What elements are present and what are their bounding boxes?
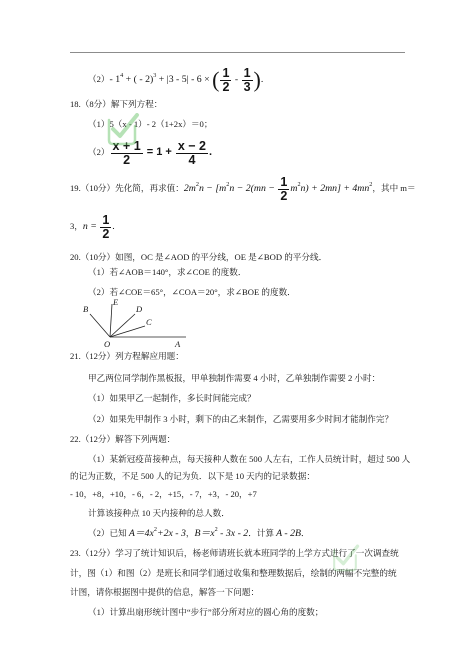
q22-records: - 10，+8，+10，- 6，- 2，+15，- 7，+3，- 20，+7 xyxy=(70,489,257,499)
exponent: 2 xyxy=(226,181,230,188)
fraction xyxy=(176,140,208,166)
watermark-logo xyxy=(330,540,360,574)
instruction-text: ．计算 xyxy=(248,528,277,538)
q21-part2: （2）如果先甲制作 3 小时，剩下的由乙来制作，乙需要用多少时间才能制作完？ xyxy=(88,414,394,424)
equation-middle: = 1 + xyxy=(143,146,175,158)
q19-tail: ，其中 m＝ xyxy=(372,183,416,193)
expr-term: A＝4x xyxy=(128,528,154,539)
denominator: 2 xyxy=(123,152,131,167)
exponent: 2 xyxy=(153,526,157,533)
part-label: （2） xyxy=(88,74,110,84)
q20-title: 20.（10分）如图，OC 是∠AOD 的平分线，OE 是∠BOD 的平分线． xyxy=(70,252,328,262)
expr-term: - 3x - 2 xyxy=(217,528,249,539)
q21-part1: （1）如果甲乙一起制作，多长时间能完成？ xyxy=(88,393,256,403)
expr-term: + ( - 2) xyxy=(123,74,154,85)
fraction xyxy=(242,67,253,93)
numerator: x + 1 xyxy=(112,139,141,154)
expr-term: - 1 xyxy=(109,74,121,85)
exponent: 2 xyxy=(195,181,199,188)
q23-line2: 计，图（1）和图（2）是班长和同学们通过收集和整理数据后，绘制的两幅不完整的统 xyxy=(70,568,397,578)
q23-line1: 23.（12分）学习了统计知识后，杨老师请班长就本班同学的上学方式进行了一次调查统 xyxy=(70,548,399,558)
label-o: O xyxy=(104,339,111,349)
denominator: 2 xyxy=(222,79,230,94)
ray-oc xyxy=(110,326,145,337)
exponent: 2 xyxy=(369,181,373,188)
label-e: E xyxy=(113,297,119,307)
q18-title: 18.（8分）解下列方程： xyxy=(70,99,163,109)
exponent: 3 xyxy=(153,72,157,79)
value-m: 3， xyxy=(70,221,83,231)
ray-ob xyxy=(90,314,110,337)
denominator: 4 xyxy=(188,152,196,167)
numerator: 1 xyxy=(280,175,288,190)
label-a: A xyxy=(175,339,181,349)
watermark-logo xyxy=(104,108,140,148)
denominator: 3 xyxy=(243,79,251,94)
expr-term: B＝x xyxy=(194,528,215,539)
q18-part1: （1）5（x - 1）- 2（1+2x）＝0； xyxy=(88,119,213,129)
expr-term: 2m xyxy=(183,183,196,194)
denominator: 2 xyxy=(280,188,288,203)
fraction xyxy=(278,176,289,202)
q23-part1: （1）计算出扇形统计图中“步行”部分所对应的圆心角的度数； xyxy=(88,607,324,617)
q22-part2-line xyxy=(88,527,310,539)
right-paren: ) xyxy=(253,67,261,93)
fraction xyxy=(220,67,231,93)
header-rule xyxy=(70,52,405,53)
q20-part1: （1）若∠AOB＝140°，求∠COE 的度数． xyxy=(88,267,247,277)
ray-od xyxy=(110,314,135,337)
q21-title: 21.（12分）列方程解应用题： xyxy=(70,351,184,361)
angle-figure xyxy=(78,296,193,350)
comma: ， xyxy=(185,528,195,538)
expr-term: n − 2(mn − xyxy=(229,183,278,194)
q17-part2-line xyxy=(88,65,263,93)
expr-term: + |3 - 5| - 6 × xyxy=(156,74,213,85)
denominator: 2 xyxy=(102,226,110,241)
fraction xyxy=(100,214,111,240)
label-b: B xyxy=(83,304,89,314)
expr-term: A - 2B xyxy=(276,528,301,539)
exponent: 2 xyxy=(214,526,218,533)
label-d: D xyxy=(136,304,143,314)
q22-part1-line1: （1）某新冠疫苗接种点，每天接种人数在 500 人左右，工作人员统计时，超过 500 人 xyxy=(88,454,411,464)
q22-task: 计算该接种点 10 天内接种的总人数． xyxy=(88,508,230,518)
period: ． xyxy=(300,528,310,538)
expr-term: n) + 2mn] + 4mn xyxy=(300,183,370,194)
expr-term: n − [m xyxy=(198,183,227,194)
period: . xyxy=(209,146,213,158)
numerator: x − 2 xyxy=(177,139,207,154)
expr-term: n = xyxy=(82,221,100,232)
left-paren: ( xyxy=(212,67,220,93)
numerator: 1 xyxy=(243,66,251,81)
period: . xyxy=(260,74,264,85)
expr-term: m xyxy=(290,183,298,194)
exponent: 2 xyxy=(297,181,301,188)
part-label: （2） xyxy=(88,147,110,157)
minus-sign: - xyxy=(232,74,241,85)
q19-line1 xyxy=(70,174,416,202)
q22-part1-line2: 的记为正数，不足 500 人的记为负．以下是 10 天内的记录数据： xyxy=(70,471,315,481)
q23-line3: 计图，请你根据图中提供的信息，解答一下问题： xyxy=(70,587,260,597)
q19-head: 19.（10分）先化简，再求值： xyxy=(70,183,184,193)
exponent: 4 xyxy=(120,72,124,79)
numerator: 1 xyxy=(222,66,230,81)
q20-part2: （2）若∠COE＝65°，∠COA＝20°，求∠BOE 的度数． xyxy=(88,287,296,297)
q22-title: 22.（12分）解答下列两题： xyxy=(70,434,176,444)
period: . xyxy=(112,221,115,232)
ray-oe xyxy=(110,304,112,337)
q19-line2 xyxy=(70,212,115,240)
q21-intro: 甲乙两位同学制作黑板报，甲单独制作需要 4 小时，乙单独制作需要 2 小时： xyxy=(88,373,381,383)
numerator: 1 xyxy=(102,213,110,228)
expr-term: +2x - 3 xyxy=(156,528,186,539)
part-label: （2）已知 xyxy=(88,528,129,538)
label-c: C xyxy=(146,317,152,327)
